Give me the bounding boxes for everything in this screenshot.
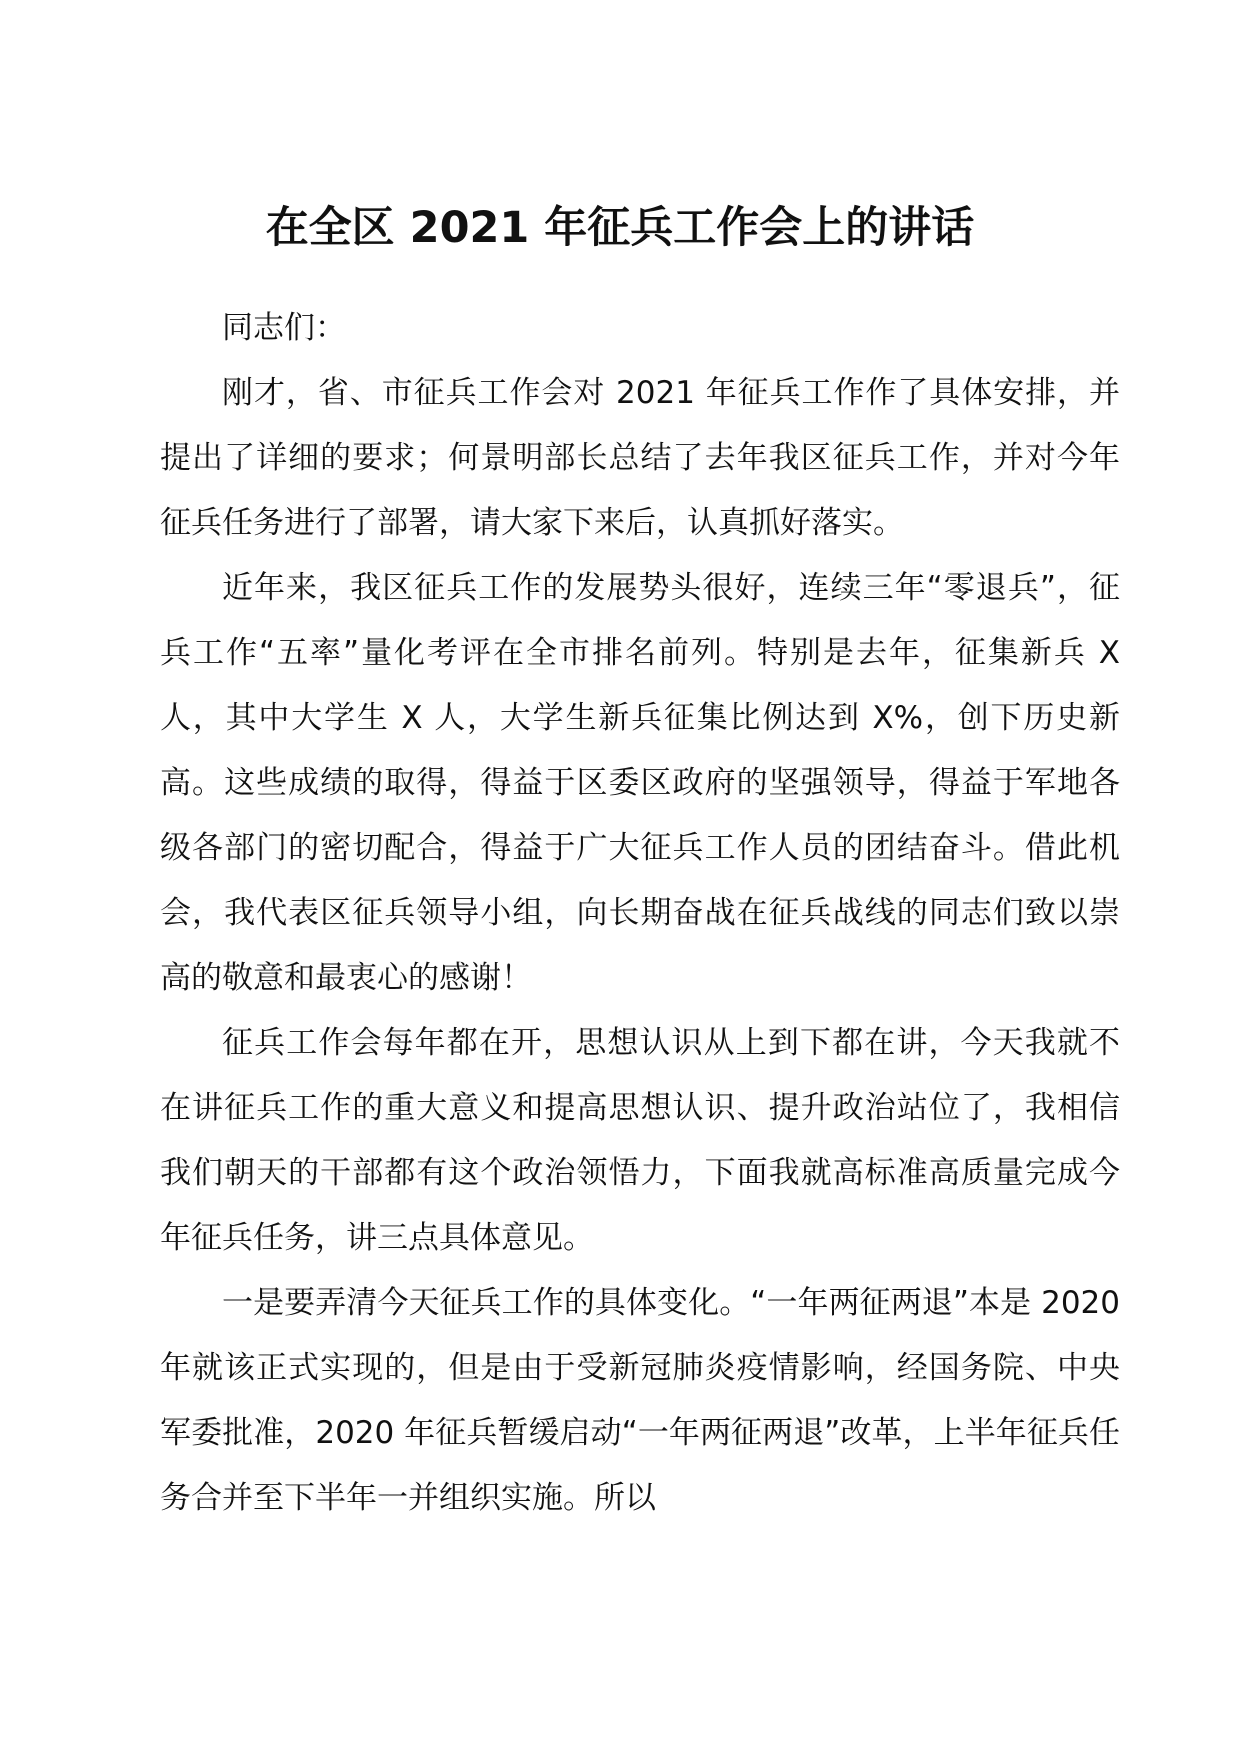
body-paragraph: 刚才，省、市征兵工作会对 2021 年征兵工作作了具体安排，并提出了详细的要求；何景明部长总结了去年我区征兵工作，并对今年征兵任务进行了部署，请大家下来后，认真抓好落实。 — [160, 375, 1120, 541]
body-paragraph: 一是要弄清今天征兵工作的具体变化。“一年两征两退”本是 2020 年就该正式实现的，但是由于受新冠肺炎疫情影响，经国务院、中央军委批准，2020 年征兵暂缓启动“一年两征两退”改革，上半年征兵任务合并至下半年一并组织实施。所以 — [160, 1285, 1120, 1516]
body-paragraph: 征兵工作会每年都在开，思想认识从上到下都在讲，今天我就不在讲征兵工作的重大意义和提高思想认识、提升政治站位了，我相信我们朝天的干部都有这个政治领悟力，下面我就高标准高质量完成今年征兵任务，讲三点具体意见。 — [160, 1025, 1120, 1256]
salutation-paragraph: 同志们： — [222, 310, 346, 346]
document-body — [160, 296, 1120, 1531]
document-title: 在全区 2021 年征兵工作会上的讲话 — [265, 203, 975, 253]
body-paragraph: 近年来，我区征兵工作的发展势头很好，连续三年“零退兵”，征兵工作“五率”量化考评在全市排名前列。特别是去年，征集新兵 X 人，其中大学生 X 人，大学生新兵征集比例达到 X%，创下历史新高。这些成绩的取得，得益于区委区政府的坚强领导，得益于军地各级各部门的密切配合，得益于广大征兵工作人员的团结奋斗。借此机会，我代表区征兵领导小组，向长期奋战在征兵战线的同志们致以崇高的敬意和最衷心的感谢！ — [160, 570, 1120, 996]
